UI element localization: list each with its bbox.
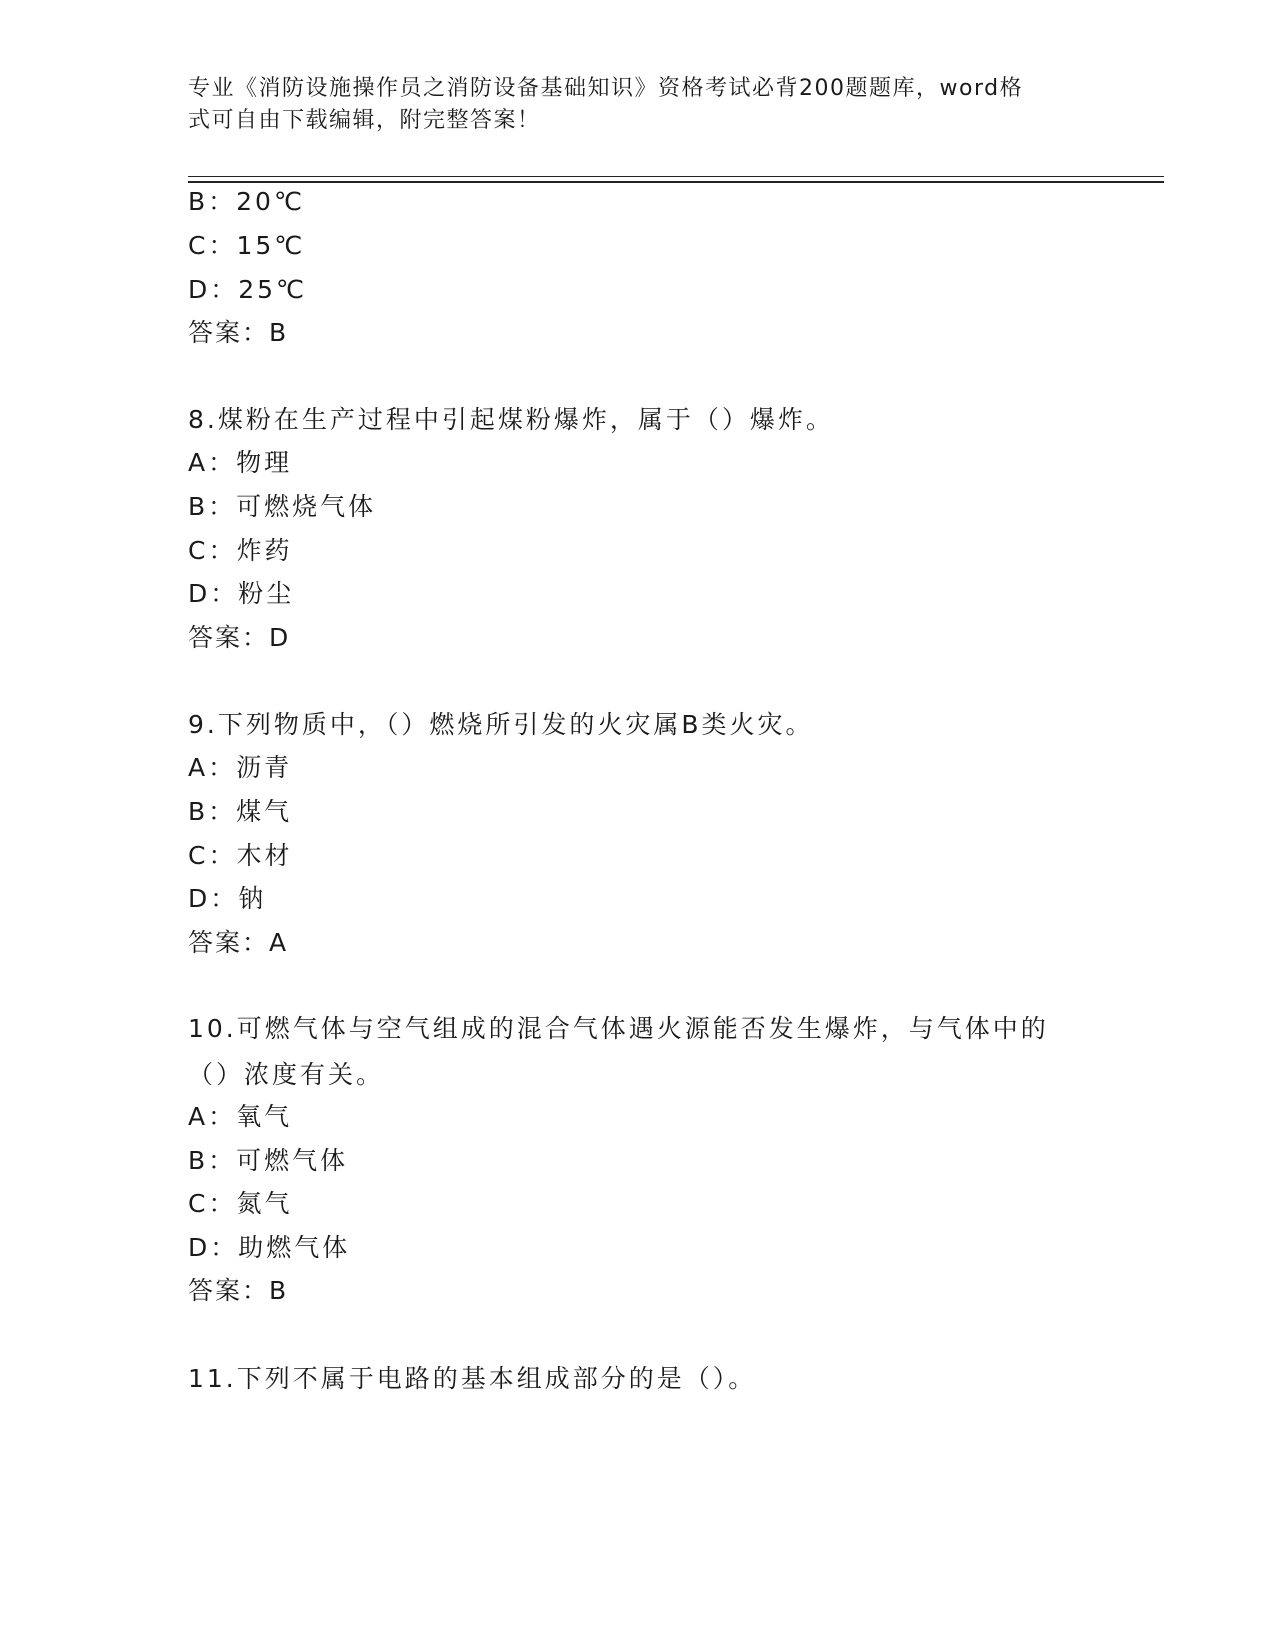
header-divider-top (188, 176, 1164, 177)
option-d: D：钠 (188, 884, 267, 913)
answer-line: 答案：B (188, 318, 289, 347)
option-d: D：粉尘 (188, 579, 295, 608)
option-a: A：氧气 (188, 1102, 293, 1131)
option-b: B：可燃气体 (188, 1146, 349, 1175)
answer-line: 答案：D (188, 623, 291, 652)
option-b: B：煤气 (188, 797, 293, 826)
answer-line: 答案：B (188, 1276, 289, 1305)
option-c: C：木材 (188, 841, 293, 870)
option-b: B：20℃ (188, 187, 306, 216)
option-a: A：物理 (188, 448, 293, 477)
option-c: C：炸药 (188, 536, 293, 565)
answer-line: 答案：A (188, 928, 289, 957)
header-title-line-2: 式可自由下载编辑，附完整答案！ (188, 108, 541, 133)
option-b: B：可燃烧气体 (188, 492, 377, 521)
option-a: A：沥青 (188, 753, 293, 782)
question-stem: 11.下列不属于电路的基本组成部分的是（）。 (188, 1364, 757, 1393)
option-c: C：氮气 (188, 1189, 293, 1218)
question-stem: 9.下列物质中，（）燃烧所引发的火灾属B类火灾。 (188, 710, 814, 739)
header-divider-bottom (188, 181, 1164, 183)
option-c: C：15℃ (188, 231, 306, 260)
question-stem: 10.可燃气体与空气组成的混合气体遇火源能否发生爆炸，与气体中的（）浓度有关。 (188, 1014, 1049, 1089)
question-stem: 8.煤粉在生产过程中引起煤粉爆炸，属于（）爆炸。 (188, 405, 834, 434)
option-d: D：助燃气体 (188, 1233, 351, 1262)
document-header (188, 73, 1068, 137)
header-title-line-1: 专业《消防设施操作员之消防设备基础知识》资格考试必背200题题库，word格 (188, 76, 1024, 101)
option-d: D：25℃ (188, 275, 308, 304)
